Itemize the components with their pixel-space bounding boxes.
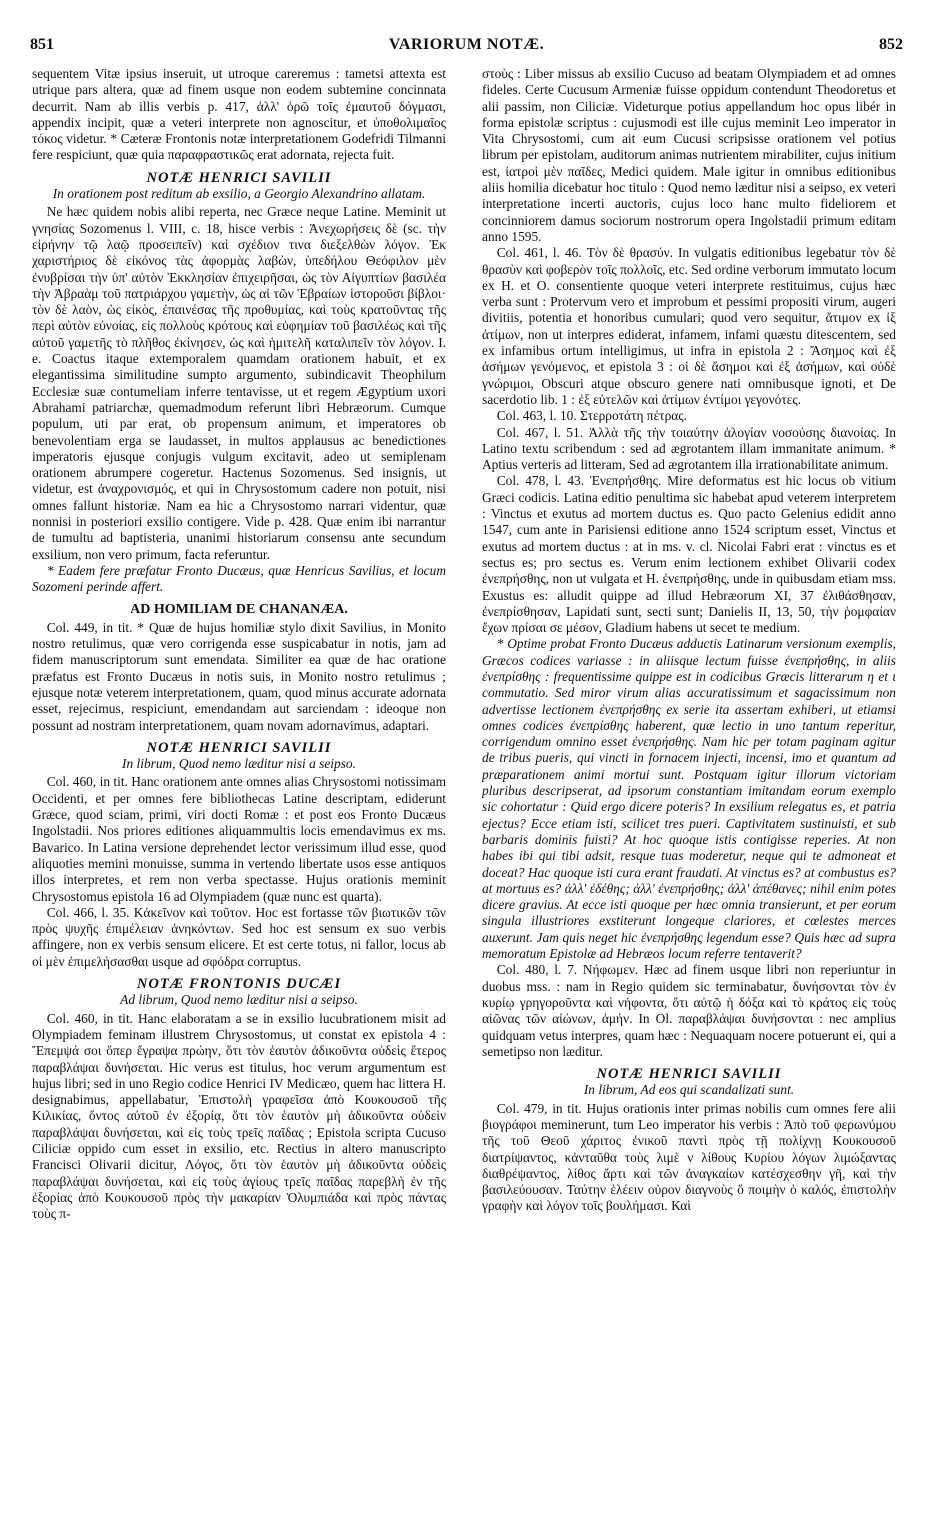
- paragraph: Col. 480, l. 7. Νήφωμεν. Hæc ad finem usque libri non reperiuntur in duobus mss. : nam in Regio quidem sic terminabatur, δυνήσονται τὸν ἐν κυρίῳ γρηγοροῦντα καὶ νήφοντα, ὅτι αὐτῷ ἡ δόξα καὶ τὸ κράτος εἰς τοὺς αἰῶνας τῶν αἰώνων, ἀμήν. In Ol. παραβλάψαι δυνήσονται : nec amplius quidquam vetus interpres, quam hæc : Nequaquam nocere potuerunt ei, qui a semetipso non læditur.: [482, 962, 896, 1059]
- section-heading: AD HOMILIAM DE CHANANÆA.: [130, 601, 348, 617]
- paragraph: Col. 466, l. 35. Κἀκεῖνον καὶ τοῦτον. Hoc est fortasse τῶν βιωτικῶν τῶν πρὸς ψυχῆς ἐπιμέλειαν ἀνηκόντων. Sed hoc est sensum ex suo verbis affingere, non ex verbis sensum elicere. Et est certe totus, ni fallor, locus ab οἱ μὲν ἐπιμελήσασθαι usque ad σφόδρα corruptus.: [32, 904, 446, 969]
- paragraph: στοὺς : Liber missus ab exsilio Cucuso ad beatam Olympiadem et ad omnes fideles. Certe Cucusum Armeniæ fuisse oppidum contendunt Theodoretus et alii passim, non Ciliciæ. Videturque potius appellandum hoc opus libér in forma epistolæ scriptus : cujusmodi est ille cujus meminit Leo imperator in Vita Chrysostomi, cum ait eum Cucusi scripsisse orationem vel potius librum per epistolam, auditorum animas nutrientem mirabiliter, cujus initium est, ἰατροὶ μὲν παῖδες, Medici quidem. Male igitur in omnibus editionibus aliis homilia dicebatur hoc titulo : Quod nemo læditur nisi a seipso, ex veteri interpretatione incerti auctoris, cujus loco hanc multo fideliorem et concinniorem damus sociorum nostrorum opera Ingolstadii primum editam anno 1595.: [482, 66, 896, 244]
- paragraph: Col. 449, in tit. * Quæ de hujus homiliæ stylo dixit Savilius, in Monito nostro retulimus, quæ vero corrigenda esse suspicabatur in notis, jam ad fidem manuscriptorum sunt emendata. Similiter ea quæ de hac oratione præfatus est Fronto Ducæus in notis suis, in Monito nostro retulimus ; ejusque notæ veterem interpretationem, quam, quod minus accurate adornata esset, rejecimus, respiciunt, emendandam aut sarciendam : ideoque non possunt ad nostram interpretationem, quam novam adornavimus, adaptari.: [32, 619, 446, 733]
- running-title: VARIORUM NOTÆ.: [388, 36, 545, 53]
- paragraph: * Eadem fere præfatur Fronto Ducæus, quæ Henricus Savilius, et locum Sozomeni perinde affert.: [32, 562, 446, 595]
- paragraph: Ne hæc quidem nobis alibi reperta, nec Græce neque Latine. Meminit ut γνησίας Sozomenus l. VIII, c. 18, hisce verbis : Ἀνεχωρήσεις δὲ (sc. τὴν εἰρήνην τῷ λαῷ προσειπεῖν) καὶ σχέδιον τινα διεξελθὼν λόγον. Ἐκ χαριστήριος δὲ εἰκόνος τὰς ἀφορμὰς λαβὼν, ὑπεδήλου Θεόφιλον μὲν ἐνυβρίσαι τὴν ὑπ' αὐτὸν Ἐκκλησίαν ἐπιχειρῆσαι, ὡς τὸν Αἰγυπτίων βασιλέα τὴν Ἀβραὰμ τοῦ πατριάρχου γαμετὴν, ὡς αἱ τῶν Ἑβραίων ἱστοροῦσι βίβλοι· τὸν δὲ λαὸν, ὡς εἰκὸς, ἐπαινέσας τῆς προθυμίας, καὶ τοὺς κρατοῦντας τῆς περὶ αὐτὸν εὐνοίας, εἰς πολλοὺς κρότους καὶ εὐφημίαν τοῦ βασιλέως καὶ τῆς αὐτοῦ γαμετῆς τὸ πλῆθος ἐκίνησεν, ὡς καὶ ἡμιτελῆ καταλιπεῖν τὸν λόγον. I. e. Coactus itaque extemporalem quamdam orationem habuit, et ex elegantissima similitudine sumpto argumento, subindicavit Theophilum Ecclesiæ suæ contumeliam inferre tentavisse, ut et regem Ægyptium uxori Abrahami patriarchæ, quemadmodum referunt libri Hebræorum. Cumque populum, uti par erat, ob propensum animum, et imperatores ob benevolentiam erga se laudasset, in multos applausus ac benedictiones imperatoris ejusque conjugis vulgum excitavit, adeo ut semiplenam orationem abrumpere cogeretur. Hactenus Sozomenus. Sed insignis, ut videtur, est ἀναχρονισμός, et qui in Chrysostomum cadere non potuit, nisi omnes fallunt historiæ. Nam ea hic a Chrysostomo narrari videntur, quæ nonnisi in posteriori exsilio contigere. Vide p. 428. Quæ enim ibi narrantur de tumultu ad baptisteria, unanimi historiarum consensu ante secundum exsilium, non vero primum, facta referuntur.: [32, 204, 446, 562]
- paragraph: Col. 460, in tit. Hanc orationem ante omnes alias Chrysostomi notissimam Occidenti, et per omnes fere bibliothecas Latine descriptam, ediderunt Græce, quod sciam, primi, viri docti Romæ : et post eos Fronto Ducæus Ingolstadii. Nos priores editiones aliquammultis locis emendavimus ex ms. Bavarico. In Latina versione deprehendet lector verissimum illud esse, quod aliquoties memini monuisse, summa in vertendo libertate usos esse antiquos illos interpretes, et rem non verba spectasse. Hujus orationis meminit Chrysostomus epistola 16 ad Olympiadem (quæ nunc est quarta).: [32, 774, 446, 904]
- section-subtitle: In orationem post reditum ab exsilio, a Georgio Alexandrino allatam.: [52, 186, 426, 202]
- paragraph: * Optime probat Fronto Ducæus adductis Latinarum versionum exemplis, Græcos codices variasse : in aliisque lectum fuisse ἐνεπρήσθης, in aliis ἐνεπρίσθης : frequentissime quippe est in codicibus Græcis litterarum η et ι commutatio. Sed miror virum alias accuratissimum et sagacissimum non advertisse lectionem ἐνεπρήσθης ex serie ita assertam exhiberi, ut etiamsi omnes codices ἐνεπρίσθης haberent, quæ lectio in uno tantum reperitur, corrigendum omnino esset ἐνεπρήσθης. Nam hic per totam paginam agitur de tribus pueris, qui vincti in fornacem injecti, incensi, imo et quantum ad præparationem animi mortui sunt. Postquam igitur illorum victoriam pluribus descripserat, ad ipsorum constantiam imitandam eorum exemplo sic cohortatur : Quid ergo dicere poteris? In exsilium relegatus es, et patria ejectus? Ecce etiam isti, scilicet tres pueri. Captivitatem sustinuisti, et sub barbaris dominis fuisti? At hoc quoque istis contigisse reperies. At non habes ibi qui tibi adsit, resque tuas moderetur, neque qui te admoneat et doceat? Hac quoque isti cura erant fraudati. At vinctus es? at combustus es? at mortuus es? ἀλλ' ἐδέθης; ἀλλ' ἐνεπρήσθης; ἀλλ' ἀπέθανες; nihil enim potes dicere gravius. At ecce isti quoque per hæc omnia transierunt, et per eorum singula illustriores exstiterunt longeque clariores, et cœlestes merces auxerunt. Jam quis neget hic ἐνεπρήσθης legendum esse? Quis hæc ad supra memoratum Epistolæ ad Hebræos locum referre tentaverit?: [482, 636, 896, 962]
- section-subtitle: In librum, Ad eos qui scandalizati sunt.: [583, 1082, 795, 1098]
- section-heading: NOTÆ HENRICI SAVILII: [146, 169, 332, 186]
- paragraph: Col. 461, l. 46. Τὸν δὲ θρασύν. In vulgatis editionibus legebatur τὸν δὲ θρασὺν καὶ φοβερὸν τοῖς πολλοῖς, etc. Sed ordine verborum immutato locum ex H. et O. consentiente quoque veteri interprete restituimus, cujus hæc verba sunt : Protervum vero et improbum et pessimi propositi virum, augeri divitiis, potentia et honoribus cumulari; quod vero sequitur, ἄτιμον ex ἰξ ἀτίμων, non ut interpres ediderat, infamem, infami quæstu ditescentem, sed ex infamibus ortum intelligimus, ut infra in epistola 2 : Ἄσημος καὶ ἐξ ἀσήμων γενόμενος, et epistola 3 : οἱ δὲ ἄσημοι καὶ ἐξ ἀσήμων, καὶ οὐδὲ γνώριμοι, Obscuri atque obscuro genere nati omnibusque ignoti, et De sacerdotio lib. 1 : ἐξ εὐτελῶν καὶ ἀτίμων ἐντίμοι γεγονότες.: [482, 245, 896, 407]
- page-number-right: 852: [879, 36, 903, 53]
- paragraph: Col. 463, l. 10. Στερροτάτη πέτρας.: [496, 408, 687, 424]
- section-subtitle: Ad librum, Quod nemo læditur nisi a seipso.: [120, 992, 358, 1008]
- right-column: [482, 66, 896, 1536]
- paragraph: sequentem Vitæ ipsius inseruit, ut utroque careremus : tametsi attexta est utrique pars altera, quæ ad finem usque non eodem subtemine concinnata decurrit. Nam ab illis verbis p. 417, ἀλλ' ὁρῶ τοῖς ἐμαυτοῦ δόγμασι, appendix incipit, quæ a veteri interprete non agnoscitur, et ὑποθολιμαῖος τόκος videtur. * Cæteræ Frontonis notæ interpretationem Godefridi Tilmanni fere respiciunt, quæ quia παραφραστικῶς erat adornata, rejecta fuit.: [32, 66, 446, 163]
- section-heading: NOTÆ HENRICI SAVILII: [596, 1066, 782, 1083]
- paragraph: Col. 478, l. 43. Ἐνεπρήσθης. Mire deformatus est hic locus ob vitium Græci codicis. Latina editio penultima sic habebat apud veterem interpretem : Vinctus et exutus ad mortem ductus es. Quo pacto Gelenius edidit anno 1547, cum ante in Parisiensi editione anno 1524 scriptum esset, Vinctus et exutus ad mortem ductus : at in ms. v. cl. Nicolai Fabri erat : vinctus es et sectus es; pro sectus es. Verum enim lectionem exhibet Olivarii codex ἐνεπρήσθης, non ut vulgata et H. ἐνεπρήσθης, unde in quibusdam etiam mss. Exustus es: alludit quippe ad illud Hebræorum XI, 37 ἐλιθάσθησαν, ἐνεπρίσθησαν, Lapidati sunt, secti sunt; Danielis II, 13, 50, τὴν ῥομφαίαν ἔχων πρίσαι σε μέσον, Gladium habens ut secet te medium.: [482, 473, 896, 636]
- page-header: [30, 36, 903, 60]
- section-heading: NOTÆ HENRICI SAVILII: [146, 739, 332, 756]
- page-number-left: 851: [30, 36, 54, 53]
- left-column: [32, 66, 446, 1536]
- section-heading: NOTÆ FRONTONIS DUCÆI: [136, 976, 342, 993]
- paragraph: Col. 479, in tit. Hujus orationis inter primas nobilis cum omnes fere alii βιογράφοι meminerunt, tum Leo imperator his verbis : Ἀπὸ τοῦ φερωνύμου τῆς τοῦ Θεοῦ χάριτος ἐνικοῦ παντὶ πρὸς τῇ πολίχνῃ Κουκουσοῦ διατρίψαντος, κἀνταῦθα τοὺς λιμὲ ν λίθους Κυρίου λόγων λιμώξαντας διαθρέψαντος, λίθος ἄρτι καὶ τῶν ἀναγκαίων κατέσχεσθην γῆ, καὶ τὴν βασιλεύουσαν. Ταύτην ἑλέειν οὐρον διαγνοὺς ὅ ποιμὴν ὁ καλός, ἐπιστολὴν γραφὴν καὶ λόγον τοῖς βουλήμασι. Καὶ: [482, 1100, 896, 1214]
- section-subtitle: In librum, Quod nemo læditur nisi a seipso.: [122, 756, 356, 772]
- paragraph: Col. 460, in tit. Hanc elaboratam a se in exsilio lucubrationem misit ad Olympiadem feminam illustrem Chrysostomus, ut constat ex epistola 4 : Ἔπεμψά σοι ὅπερ ἔγραψα πρώην, ὅτι τὸν ἑαυτὸν ἀδικοῦντα οὐδεὶς ἕτερος παραβλάψαι δυνήσεται. Hic verus est titulus, hoc verum argumentum est hujus libri; sed in uno Regio codice Henrici IV Medicæo, quem hac littera H. designabimus, appellabatur, Ἐπιστολὴ γραφεῖσα ἀπὸ Κουκουσοῦ τῆς Κιλικίας, ὄντος αὐτοῦ ἐν ἐξορίᾳ, ὅτι τὸν ἑαυτὸν μὴ ἀδικοῦντα οὐδεὶν παραβλάψαι δυνήσεται, καὶ εἰς τοὺς τρεῖς παῖδας ; Epistola scripta Cucuso Ciliciæ oppido cum esset in exsilio, etc. Rectius in altero manuscripto Francisci Olivarii dicitur, Λόγος, ὅτι τὸν ἑαυτὸν μὴ ἀδικοῦντα οὐδεὶς παραβλάψαι δυνήσεται, καὶ εἰς τοὺς ἁγίους τρεῖς παῖδας παρεβλὴ ἐν τῆς ἐξορίας ἀπὸ Κουκουσοῦ πρὸς τὴν μακαρίαν Ὀλυμπιάδα καὶ πρὸς πάντας τοὺς π-: [32, 1010, 446, 1222]
- paragraph: Col. 467, l. 51. Ἀλλὰ τῆς τὴν τοιαύτην ἀλογίαν νοσούσης διανοίας. In Latino textu scribendum : sed ad ægrotantem illam immanitate animum. * Aptius verteris ad litteram, Sed ad ægrotantem illa irrationabilitate animum.: [482, 424, 896, 473]
